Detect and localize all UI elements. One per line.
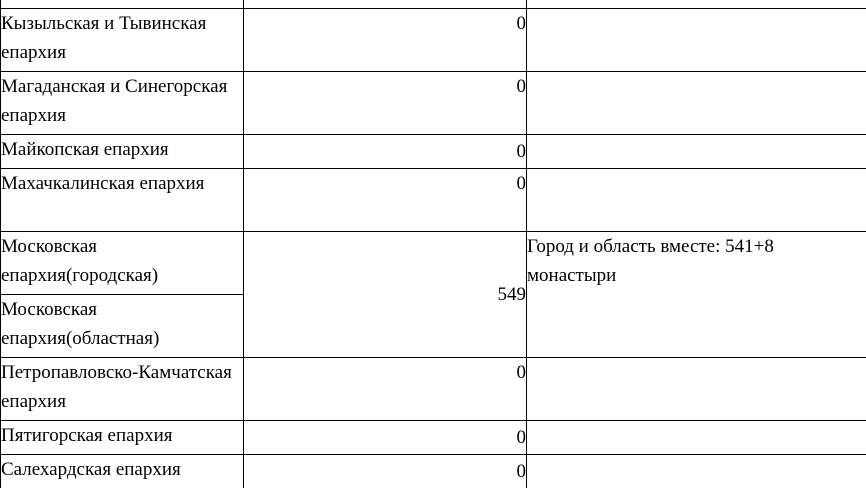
eparchy-name-cell: Салехардская епархия — [1, 455, 244, 489]
eparchy-name-cell: Московская епархия(городская) — [1, 232, 244, 295]
eparchy-name-cell: Московская епархия(областная) — [1, 295, 244, 358]
table-row — [1, 72, 866, 135]
table-row — [1, 9, 866, 72]
eparchy-note-cell — [527, 135, 866, 169]
table-row — [1, 135, 866, 169]
table-row — [1, 169, 866, 232]
eparchy-note-cell — [527, 421, 866, 455]
eparchy-note-cell — [527, 232, 866, 358]
eparchy-name-cell — [1, 0, 244, 9]
eparchy-note-cell — [527, 9, 866, 72]
eparchy-note-cell — [527, 169, 866, 232]
eparchy-count-cell: 549 — [244, 232, 527, 358]
eparchy-name-cell: Майкопская епархия — [1, 135, 244, 169]
eparchy-name-cell: Магаданская и Синегорская епархия — [1, 72, 244, 135]
table-row — [1, 421, 866, 455]
eparchy-name-cell: Петропавловско-Камчатская епархия — [1, 358, 244, 421]
eparchy-count-cell: 0 — [244, 358, 527, 421]
eparchy-note-cell — [527, 72, 866, 135]
eparchy-count-cell: 0 — [244, 9, 527, 72]
table-row — [1, 358, 866, 421]
eparchy-note-text: Город и область вместе: 541+8 монастыри — [527, 236, 774, 286]
eparchy-note-cell — [527, 0, 866, 9]
eparchy-count-cell: 0 — [244, 72, 527, 135]
eparchy-count-cell: 0 — [244, 135, 527, 169]
table-row — [1, 232, 866, 295]
table-row — [1, 0, 866, 9]
eparchy-count-cell — [244, 0, 527, 9]
eparchy-count-cell: 0 — [244, 455, 527, 489]
eparchy-name-cell: Кызыльская и Тывинская епархия — [1, 9, 244, 72]
eparchy-name-cell: Махачкалинская епархия — [1, 169, 244, 232]
eparchy-note-cell — [527, 455, 866, 489]
eparchy-count-cell: 0 — [244, 169, 527, 232]
eparchy-note-cell — [527, 358, 866, 421]
table-row — [1, 455, 866, 489]
eparchy-name-cell: Пятигорская епархия — [1, 421, 244, 455]
eparchy-count-cell: 0 — [244, 421, 527, 455]
